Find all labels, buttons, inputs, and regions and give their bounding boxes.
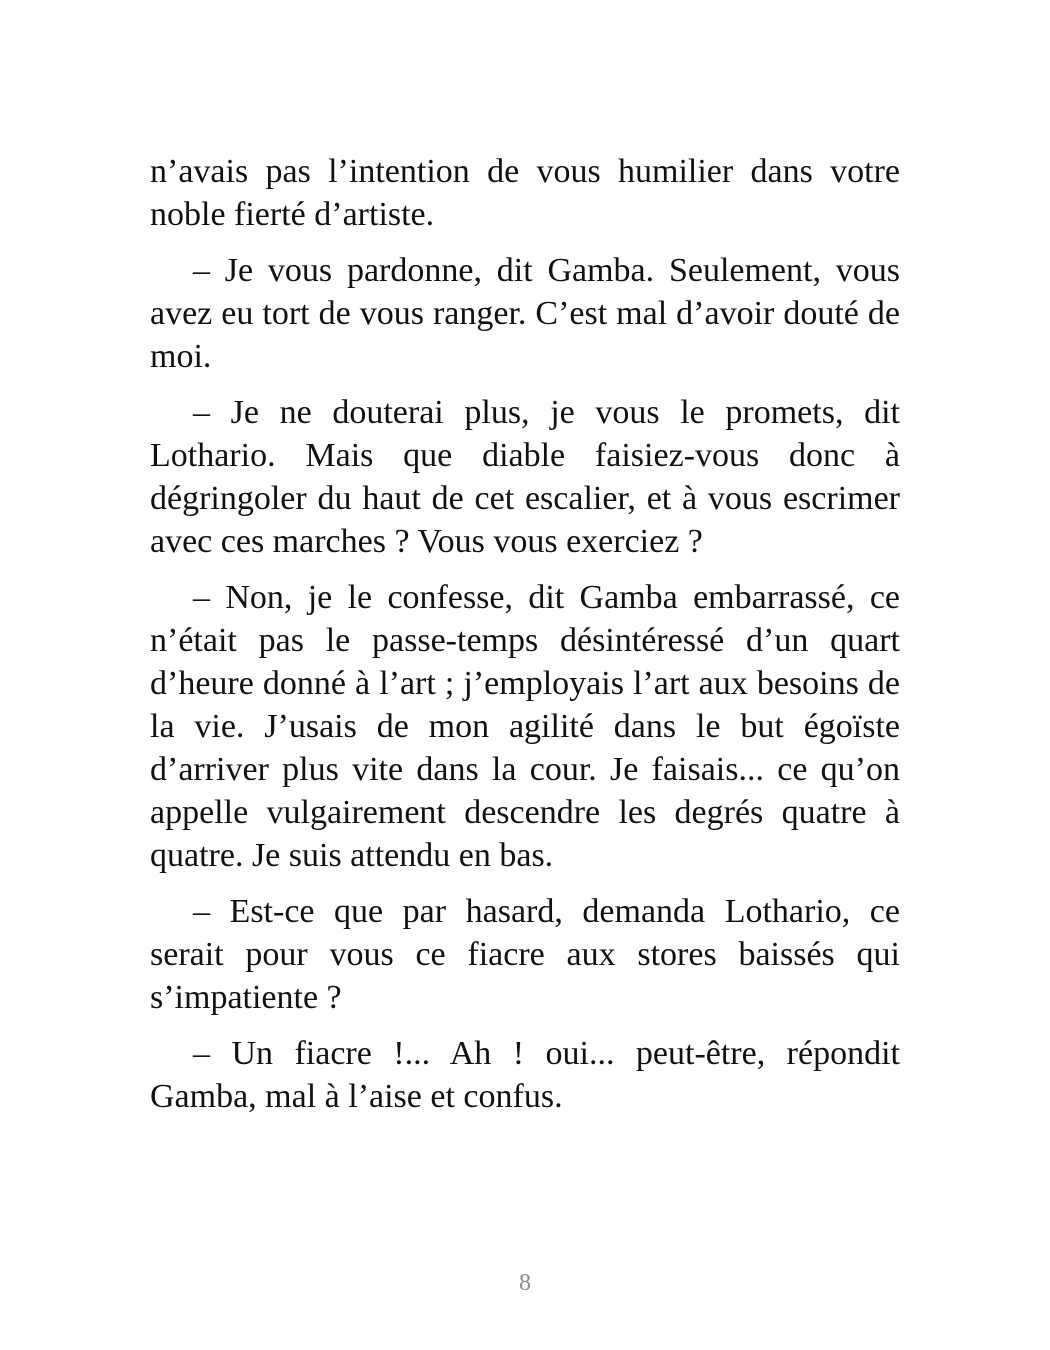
paragraph-dialogue: – Je vous pardonne, dit Gamba. Seulement, vous avez eu tort de vous ranger. C’est mal d’avoir douté de moi. [150, 252, 900, 375]
paragraph-dialogue: – Un fiacre !... Ah ! oui... peut-être, répondit Gamba, mal à l’aise et confus. [150, 1035, 900, 1115]
page-text [150, 150, 900, 1131]
paragraph-dialogue: – Est-ce que par hasard, demanda Lothario, ce serait pour vous ce fiacre aux stores baissés qui s’impatiente ? [150, 893, 900, 1016]
page-number: 8 [519, 1270, 531, 1296]
paragraph-continuation: n’avais pas l’intention de vous humilier dans votre noble fierté d’artiste. [150, 153, 900, 233]
paragraph-dialogue: – Je ne douterai plus, je vous le promets, dit Lothario. Mais que diable faisiez-vous donc à dégringoler du haut de cet escalier, et à vous escrimer avec ces marches ? Vous vous exerciez ? [150, 394, 900, 560]
paragraph-dialogue: – Non, je le confesse, dit Gamba embarrassé, ce n’était pas le passe-temps désintéressé d’un quart d’heure donné à l’art ; j’employais l’art aux besoins de la vie. J’usais de mon agilité dans le but égoïste d’arriver plus vite dans la cour. Je faisais... ce qu’on appelle vulgairement descendre les degrés quatre à quatre. Je suis attendu en bas. [150, 579, 900, 874]
